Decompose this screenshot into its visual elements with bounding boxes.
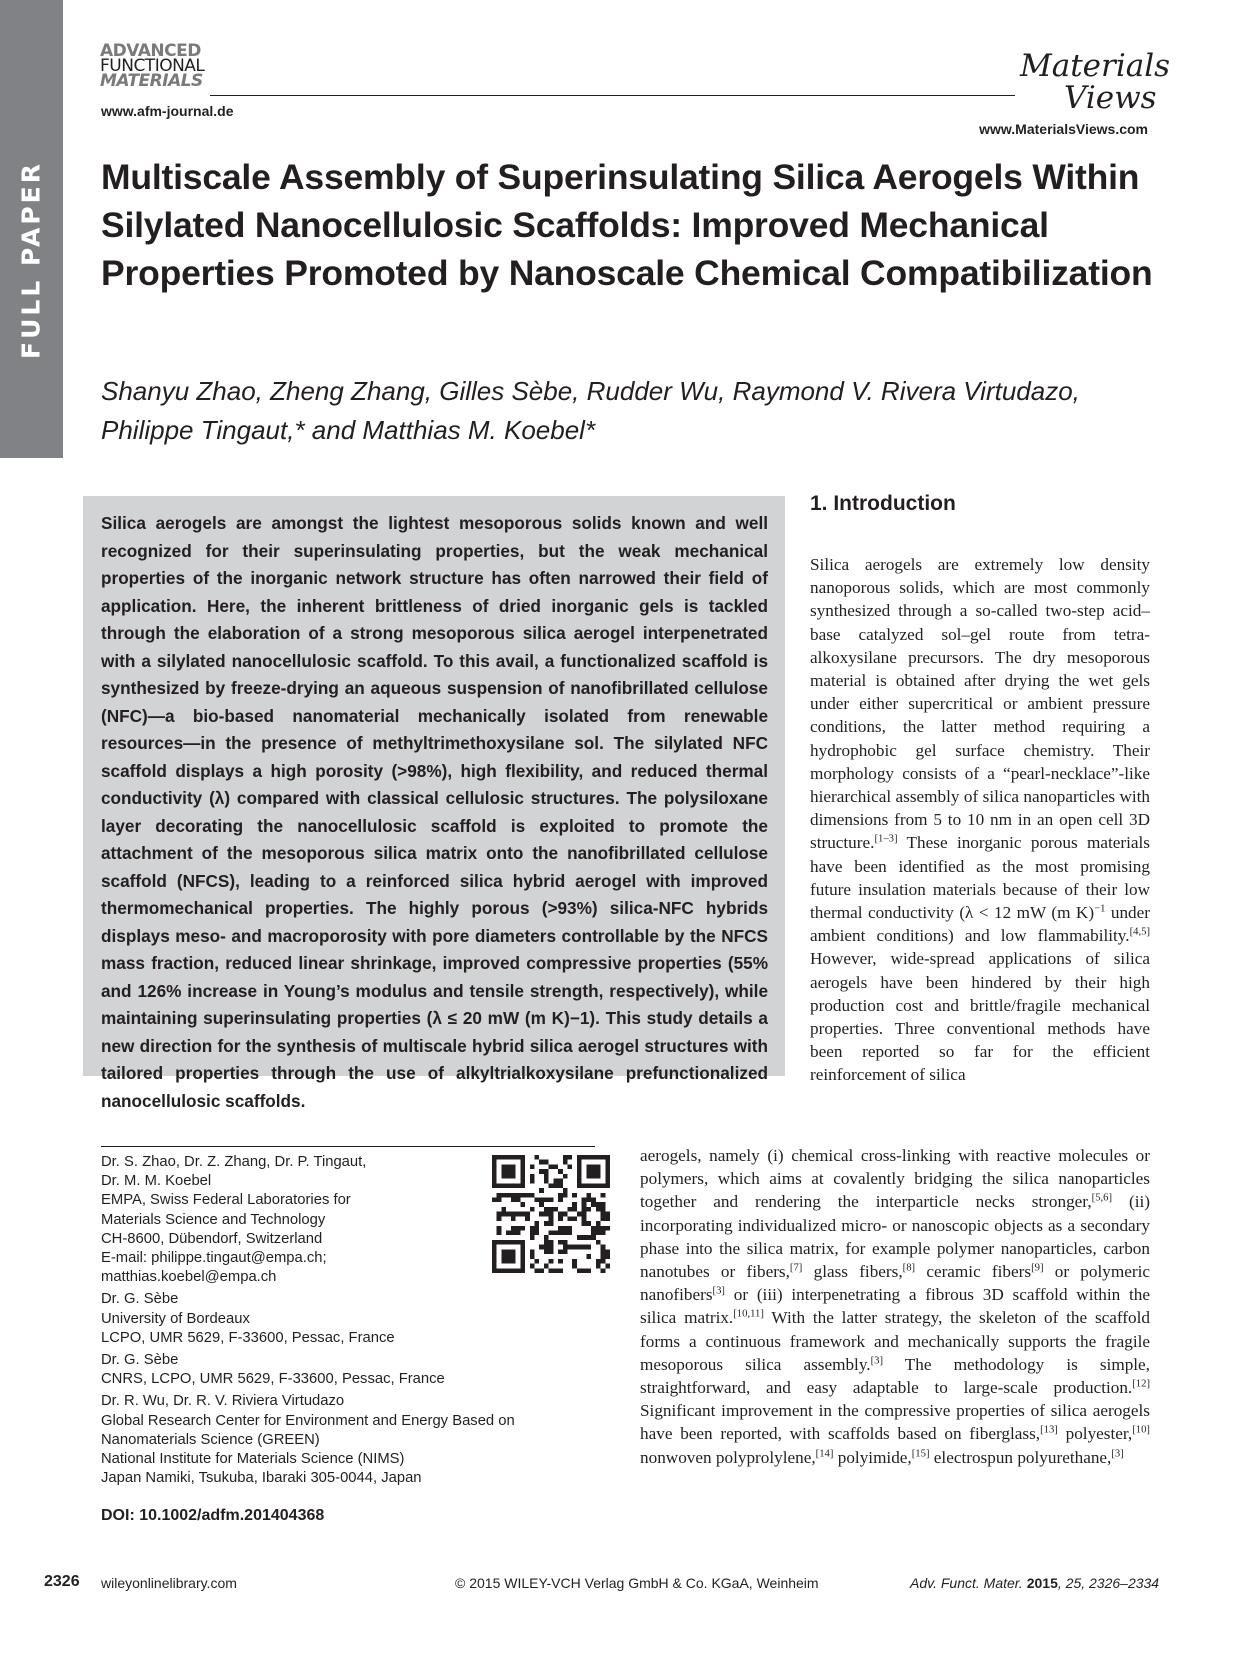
exponent: −1	[1094, 903, 1106, 915]
journal-url[interactable]: www.afm-journal.de	[101, 103, 234, 119]
affiliation-line: Dr. M. M. Koebel	[101, 1173, 212, 1190]
body-text: electrospun polyurethane,	[929, 1447, 1112, 1467]
author-list: Shanyu Zhao, Zheng Zhang, Gilles Sèbe, Rudder Wu, Raymond V. Rivera Virtudazo, Philippe Tingaut,* and Matthias M. Koebel*	[101, 376, 1080, 445]
affiliation-line: National Institute for Materials Science (NIMS)	[101, 1451, 405, 1468]
body-text: polyester,	[1057, 1424, 1133, 1444]
journal-logo-line-3: MATERIALS	[100, 71, 203, 91]
journal-logo-line-1: ADVANCED	[100, 41, 201, 61]
abstract-text: Silica aerogels are amongst the lightest mesoporous solids known and well recognized for their superinsulating properties, but the weak mechanical properties of the inorganic network structure has often narrowed their field of application. Here, the inherent brittleness of dried inorganic gels is tackled through the elaboration of a strong mesoporous silica aerogel interpenetrated with a silylated nanocellulosic scaffold. To this avail, a functionalized scaffold is synthesized by freeze-drying an aqueous suspension of nanofibrillated cellulose (NFC)—a bio-based nanomaterial mechanically isolated from renewable resources—in the presence of methyltrimethoxysilane sol. The silylated NFC scaffold displays a high porosity (>98%), high flexibility, and reduced thermal conductivity (λ) compared with classical cellulosic structures. The polysiloxane layer decorating the nanocellulosic scaffold is exploited to promote the attachment of the mesoporous silica matrix onto the nanofibrillated cellulose scaffold (NFCS), leading to a reinforced silica hybrid aerogel with improved thermomechanical properties. The highly porous (>93%) silica-NFC hybrids displays meso- and macroporosity with pore diameters controllable by the NFCS mass fraction, reduced linear shrinkage, improved compressive properties (55% and 126% increase in Young’s modulus and tensile strength, respectively), while maintaining superinsulating properties (λ ≤ 20 mW (m K)−1). This study details a new direction for the synthesis of multiscale hybrid silica aerogel structures with tailored properties through the use of alkyltrialkoxysilane prefunctionalized nanocellulosic scaffolds.	[101, 513, 768, 1111]
affiliation-rule	[101, 1146, 595, 1147]
citation[interactable]: [14]	[815, 1447, 834, 1459]
body-text: or polymeric nanofibers	[640, 1262, 1150, 1305]
citation[interactable]: [9]	[1031, 1262, 1044, 1274]
body-text: or (iii) interpenetrating a fibrous 3D scaffold within the silica matrix.	[640, 1285, 1150, 1328]
citation[interactable]: [3]	[870, 1355, 884, 1367]
section-heading-introduction: 1. Introduction	[810, 492, 956, 515]
publisher-logo-line-2: Views	[1064, 80, 1157, 116]
citation[interactable]: [15]	[911, 1447, 930, 1459]
citation[interactable]: [12]	[1132, 1378, 1150, 1390]
doi[interactable]: DOI: 10.1002/adfm.201404368	[101, 1507, 325, 1524]
citation[interactable]: [3]	[1111, 1447, 1124, 1459]
affiliation-line: LCPO, UMR 5629, F-33600, Pessac, France	[101, 1329, 395, 1346]
affiliation-group-cnrs	[101, 1351, 621, 1389]
citation-pages: , 2326–2334	[1081, 1575, 1160, 1591]
body-text: glass fibers,	[802, 1262, 903, 1282]
affiliation-email-line[interactable]: matthias.koebel@empa.ch	[101, 1269, 277, 1286]
citation[interactable]: [3]	[712, 1285, 725, 1297]
journal-logo-line-2: FUNCTIONAL	[100, 56, 205, 76]
citation[interactable]: [4,5]	[1129, 926, 1150, 938]
citation[interactable]: [8]	[902, 1262, 916, 1274]
header-rule	[210, 95, 1015, 96]
affiliation-line: Dr. G. Sèbe	[101, 1291, 179, 1308]
citation[interactable]: [7]	[789, 1262, 803, 1274]
footer-copyright: © 2015 WILEY-VCH Verlag GmbH & Co. KGaA, Weinheim	[455, 1575, 819, 1591]
publisher-url[interactable]: www.MaterialsViews.com	[979, 121, 1148, 137]
affiliation-line: Dr. S. Zhao, Dr. Z. Zhang, Dr. P. Tingaut,	[101, 1154, 367, 1170]
intro-text: However, wide-spread applications of silica aerogels have been hindered by their high production cost and brittle/fragile mechanical properties. Three conventional methods have been reported so far for the efficient reinforcement of silica	[810, 949, 1150, 1085]
affiliation-line: CNRS, LCPO, UMR 5629, F-33600, Pessac, France	[101, 1371, 445, 1388]
citation[interactable]: [10,11]	[733, 1308, 764, 1320]
affiliation-email-line[interactable]: E-mail: philippe.tingaut@empa.ch;	[101, 1250, 327, 1267]
publisher-logo	[1020, 50, 1170, 114]
affiliation-line: Global Research Center for Environment and Energy Based on	[101, 1412, 515, 1429]
body-text: polyimide,	[833, 1447, 912, 1467]
body-text: nonwoven polyprolylene,	[640, 1447, 816, 1467]
citation[interactable]: [5,6]	[1091, 1192, 1113, 1204]
citation[interactable]: [13]	[1040, 1424, 1058, 1436]
affiliation-line: Materials Science and Technology	[101, 1211, 326, 1228]
intro-text: Silica aerogels are extremely low density nanoporous solids, which are most commonly synthesized through a so-called two-step acid–base catalyzed sol–gel route from tetra-alkoxysilane precursors. The dry mesoporous material is obtained after drying the wet gels under either supercritical or ambient pressure conditions, the latter method requiring a hydrophobic gel surface chemistry. Their morphology consists of a “pearl-necklace”-like hierarchical assembly of silica nanoparticles with dimensions from 5 to 10 nm in an open cell 3D structure.	[810, 555, 1150, 853]
journal-abbrev: Adv. Funct. Mater.	[910, 1575, 1023, 1591]
intro-text: These inorganic porous materials have been identified as the most promising future insulation materials because of their low thermal conductivity (λ < 12 mW (m K)	[810, 833, 1150, 923]
intro-text: under ambient conditions) and low flammability.	[810, 903, 1150, 946]
full-paper-label: FULL PAPER	[16, 161, 46, 359]
publisher-logo-line-1: Materials	[1020, 48, 1171, 84]
affiliation-line: EMPA, Swiss Federal Laboratories for	[101, 1192, 351, 1209]
footer-citation: Adv. Funct. Mater. 2015, 25, 2326–2334	[910, 1575, 1160, 1591]
affiliation-line: Dr. R. Wu, Dr. R. V. Riviera Virtudazo	[101, 1393, 345, 1410]
introduction-paragraph	[810, 553, 1150, 1087]
citation-year: 2015	[1026, 1575, 1058, 1591]
affiliation-line: Japan Namiki, Tsukuba, Ibaraki 305-0044, Japan	[101, 1470, 422, 1487]
body-text: ceramic fibers	[915, 1262, 1032, 1282]
full-paper-tab	[0, 0, 63, 458]
footer-site-link[interactable]: wileyonlinelibrary.com	[101, 1575, 237, 1591]
body-paragraph	[640, 1144, 1150, 1469]
journal-logo	[100, 41, 230, 91]
body-text: Significant improvement in the compressive properties of silica aerogels have been reported, with scaffolds based on fiberglass,	[640, 1401, 1150, 1444]
affiliation-line: Nanomaterials Science (GREEN)	[101, 1431, 320, 1448]
body-text: (ii) incorporating individualized micro- or nanoscopic objects as a secondary phase into the silica matrix, for example polymer nanoparticles, carbon nanotubes or fibers,	[640, 1192, 1150, 1282]
page-number: 2326	[44, 1573, 80, 1590]
citation-volume: 25	[1065, 1575, 1082, 1591]
citation[interactable]: [10]	[1132, 1424, 1150, 1436]
affiliation-line: University of Bordeaux	[101, 1310, 250, 1327]
article-title: Multiscale Assembly of Superinsulating Silica Aerogels Within Silylated Nanocellulosic Scaffolds: Improved Mechanical Properties Promoted by Nanoscale Chemical Compatibilization	[101, 157, 1153, 293]
body-text: With the latter strategy, the skeleton of the scaffold forms a continuous framework and mechanically supports the fragile mesoporous silica assembly.	[640, 1308, 1150, 1374]
affiliation-line: Dr. G. Sèbe	[101, 1352, 179, 1369]
affiliation-group-nims	[101, 1392, 621, 1488]
affiliation-line: CH-8600, Dübendorf, Switzerland	[101, 1230, 323, 1247]
body-text: aerogels, namely (i) chemical cross-linking with reactive molecules or polymers, which aims at covalently bridging the silica nanoparticles together and rendering the interparticle necks stronger,	[640, 1146, 1150, 1212]
citation[interactable]: [1–3]	[874, 833, 898, 845]
affiliation-group-bordeaux	[101, 1290, 621, 1348]
body-text: The methodology is simple, straightforward, and easy adaptable to large-scale production.	[640, 1354, 1150, 1398]
qr-code-icon[interactable]	[492, 1155, 610, 1273]
